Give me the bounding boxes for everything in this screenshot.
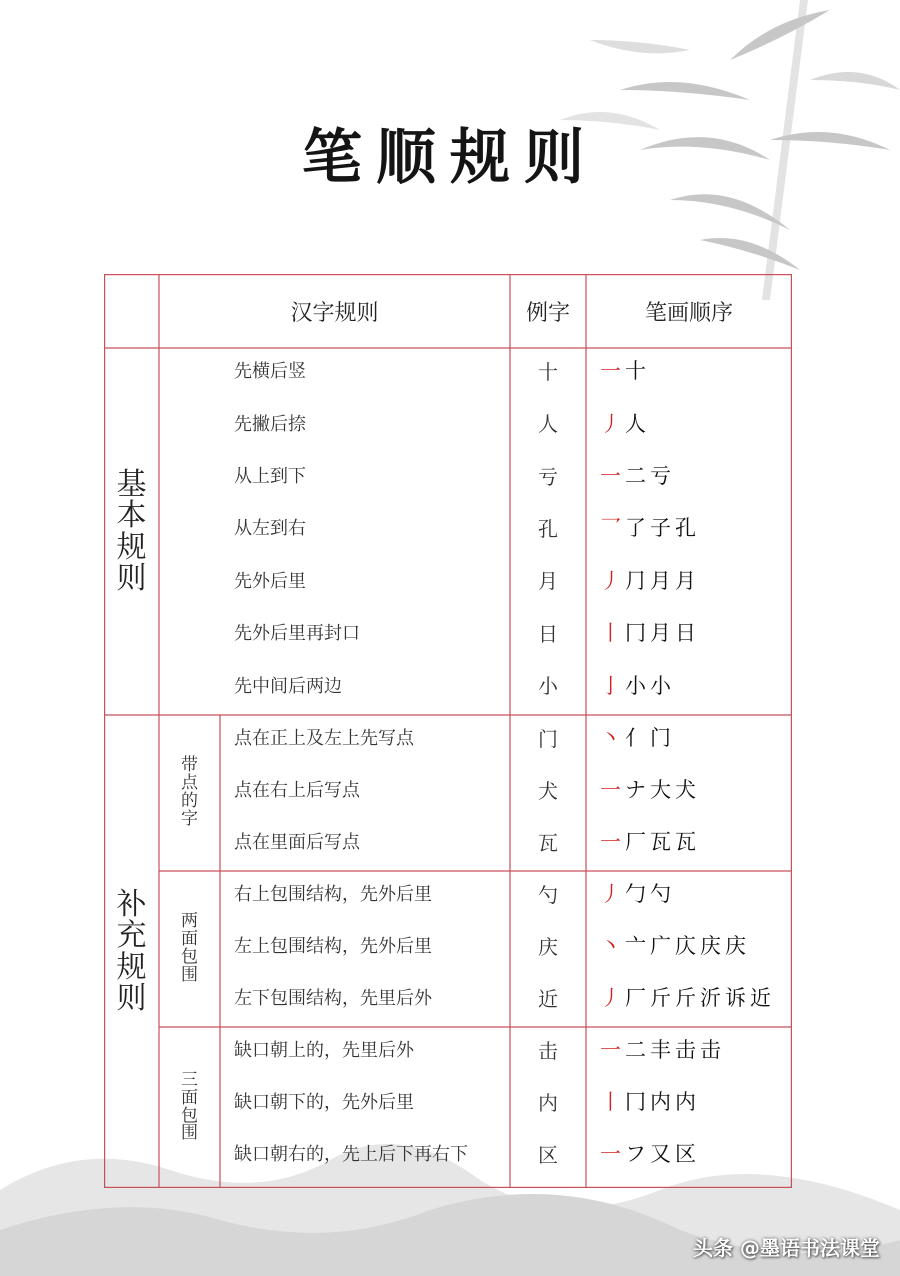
example-char: 孔 [538, 516, 558, 541]
stroke-step: 冂 [625, 621, 650, 646]
stroke-sequence [600, 1075, 786, 1127]
rule-text: 缺口朝右的，先上后下再右下 [234, 1144, 468, 1165]
stroke-step: 沂 [700, 986, 725, 1010]
rule-text: 从上到下 [234, 466, 306, 488]
stroke-step: 广 [650, 934, 675, 958]
stroke-step: 又 [650, 1142, 675, 1166]
rule-text: 点在正上及左上先写点 [234, 728, 414, 749]
stroke-step: 内 [675, 1090, 700, 1114]
stroke-sequence [600, 449, 786, 501]
stroke-sequence [600, 606, 786, 658]
subgroup-dot-label: 带 点 的 字 [181, 755, 198, 829]
stroke-step: 斤 [650, 986, 675, 1010]
stroke-step: 人 [625, 411, 650, 436]
stroke-step: 十 [625, 359, 650, 384]
stroke-step: 二 [625, 1038, 650, 1062]
stroke-sequence [600, 344, 786, 396]
rule-text: 点在右上后写点 [234, 780, 360, 801]
stroke-step: ⺆ [625, 568, 650, 593]
stroke-sequence [600, 554, 786, 606]
stroke-step: ナ [625, 778, 650, 802]
example-char: 庆 [538, 934, 558, 959]
rule-text: 先中间后两边 [234, 675, 342, 697]
stroke-step: 乛 [600, 516, 625, 541]
rule-text: 左上包围结构，先外后里 [234, 936, 432, 957]
stroke-step: 丿 [600, 568, 625, 593]
stroke-step: 小 [650, 673, 675, 698]
stroke-step: 孔 [675, 516, 700, 541]
stroke-step: 一 [600, 778, 625, 802]
watermark: 头条 @墨语书法课堂 [693, 1236, 880, 1260]
stroke-step: 亏 [650, 464, 675, 489]
example-char: 瓦 [538, 830, 558, 855]
stroke-step: 丨 [600, 621, 625, 646]
stroke-step: 亠 [625, 934, 650, 958]
header-rule: 汉字规则 [290, 300, 379, 326]
example-char: 十 [538, 359, 558, 384]
stroke-sequence [600, 867, 786, 919]
stroke-step: 大 [650, 778, 675, 802]
stroke-step: 二 [625, 464, 650, 489]
rule-text: 先撇后捺 [234, 413, 306, 435]
stroke-sequence [600, 815, 786, 867]
stroke-step: 丨 [600, 1090, 625, 1114]
stroke-step: 内 [650, 1090, 675, 1114]
stroke-sequence [600, 1127, 786, 1179]
stroke-step: 月 [650, 621, 675, 646]
group-basic-label: 基 本 规 则 [116, 466, 147, 596]
stroke-step: 子 [650, 516, 675, 541]
stroke-step: 月 [650, 568, 675, 593]
rule-text: 从左到右 [234, 518, 306, 540]
stroke-step: 丶 [600, 934, 625, 958]
example-char: 内 [538, 1090, 558, 1115]
rule-text: 点在里面后写点 [234, 832, 360, 853]
rule-text: 先横后竖 [234, 361, 306, 383]
stroke-order-table [104, 274, 792, 1188]
rule-text: 左下包围结构，先里后外 [234, 988, 432, 1009]
stroke-sequence [600, 501, 786, 553]
stroke-step: 丶 [600, 726, 625, 750]
stroke-step: 勺 [650, 882, 675, 906]
stroke-step: 一 [600, 359, 625, 384]
stroke-step: 了 [625, 516, 650, 541]
stroke-step: 犬 [675, 778, 700, 802]
stroke-sequence [600, 396, 786, 448]
subgroup-three-side-label: 三 面 包 围 [181, 1069, 198, 1144]
stroke-step: 亻 [625, 726, 650, 750]
stroke-step: 月 [675, 568, 700, 593]
stroke-step: 一 [600, 1038, 625, 1062]
stroke-step: 厂 [625, 986, 650, 1010]
example-char: 门 [538, 726, 558, 751]
example-char: 区 [538, 1142, 558, 1167]
stroke-step: 近 [750, 986, 775, 1010]
rule-text: 缺口朝上的，先里后外 [234, 1040, 414, 1061]
subgroup-two-side-label: 两 面 包 围 [181, 911, 198, 985]
example-char: 人 [538, 412, 558, 437]
stroke-sequence [600, 763, 786, 815]
stroke-step: 庂 [675, 934, 700, 958]
stroke-step: フ [625, 1142, 650, 1166]
stroke-step: 一 [600, 1142, 625, 1166]
stroke-sequence [600, 659, 786, 711]
example-char: 勺 [538, 882, 558, 907]
stroke-step: 击 [675, 1038, 700, 1062]
rule-text: 先外后里再封口 [234, 623, 360, 645]
stroke-step: 日 [675, 621, 700, 646]
stroke-sequence [600, 711, 786, 763]
stroke-step: 丿 [600, 882, 625, 906]
stroke-sequence [600, 1023, 786, 1075]
stroke-step: 丰 [650, 1038, 675, 1062]
stroke-step: 斤 [675, 986, 700, 1010]
header-stroke-order: 笔画顺序 [644, 300, 733, 326]
stroke-step: 门 [650, 726, 675, 750]
stroke-step: 诉 [725, 986, 750, 1010]
stroke-step: 一 [600, 830, 625, 854]
example-char: 击 [538, 1038, 558, 1063]
stroke-step: 瓦 [650, 830, 675, 854]
stroke-step: 亅 [600, 673, 625, 698]
stroke-sequence [600, 971, 786, 1023]
stroke-step: 厂 [625, 830, 650, 854]
stroke-step: 勹 [625, 882, 650, 906]
stroke-step: 瓦 [675, 830, 700, 854]
stroke-step: 区 [675, 1142, 700, 1166]
example-char: 犬 [538, 778, 558, 803]
stroke-step: 小 [625, 673, 650, 698]
stroke-step: 冂 [625, 1090, 650, 1114]
header-example: 例字 [525, 300, 570, 326]
stroke-sequence [600, 919, 786, 971]
stroke-step: 丿 [600, 411, 625, 436]
stroke-step: 一 [600, 464, 625, 489]
rule-text: 缺口朝下的，先外后里 [234, 1092, 414, 1113]
example-char: 月 [538, 569, 558, 594]
stroke-step: 庆 [725, 934, 750, 958]
rule-text: 右上包围结构，先外后里 [234, 884, 432, 905]
group-supplement-label: 补 充 规 则 [116, 886, 147, 1016]
stroke-step: 庆 [700, 934, 725, 958]
example-char: 日 [538, 621, 558, 646]
example-char: 亏 [538, 464, 558, 489]
example-char: 近 [538, 986, 558, 1011]
page-title: 笔顺规则 [302, 123, 598, 193]
rule-text: 先外后里 [234, 570, 306, 592]
stroke-step: 击 [700, 1038, 725, 1062]
example-char: 小 [538, 674, 558, 699]
stroke-step: 丿 [600, 986, 625, 1010]
